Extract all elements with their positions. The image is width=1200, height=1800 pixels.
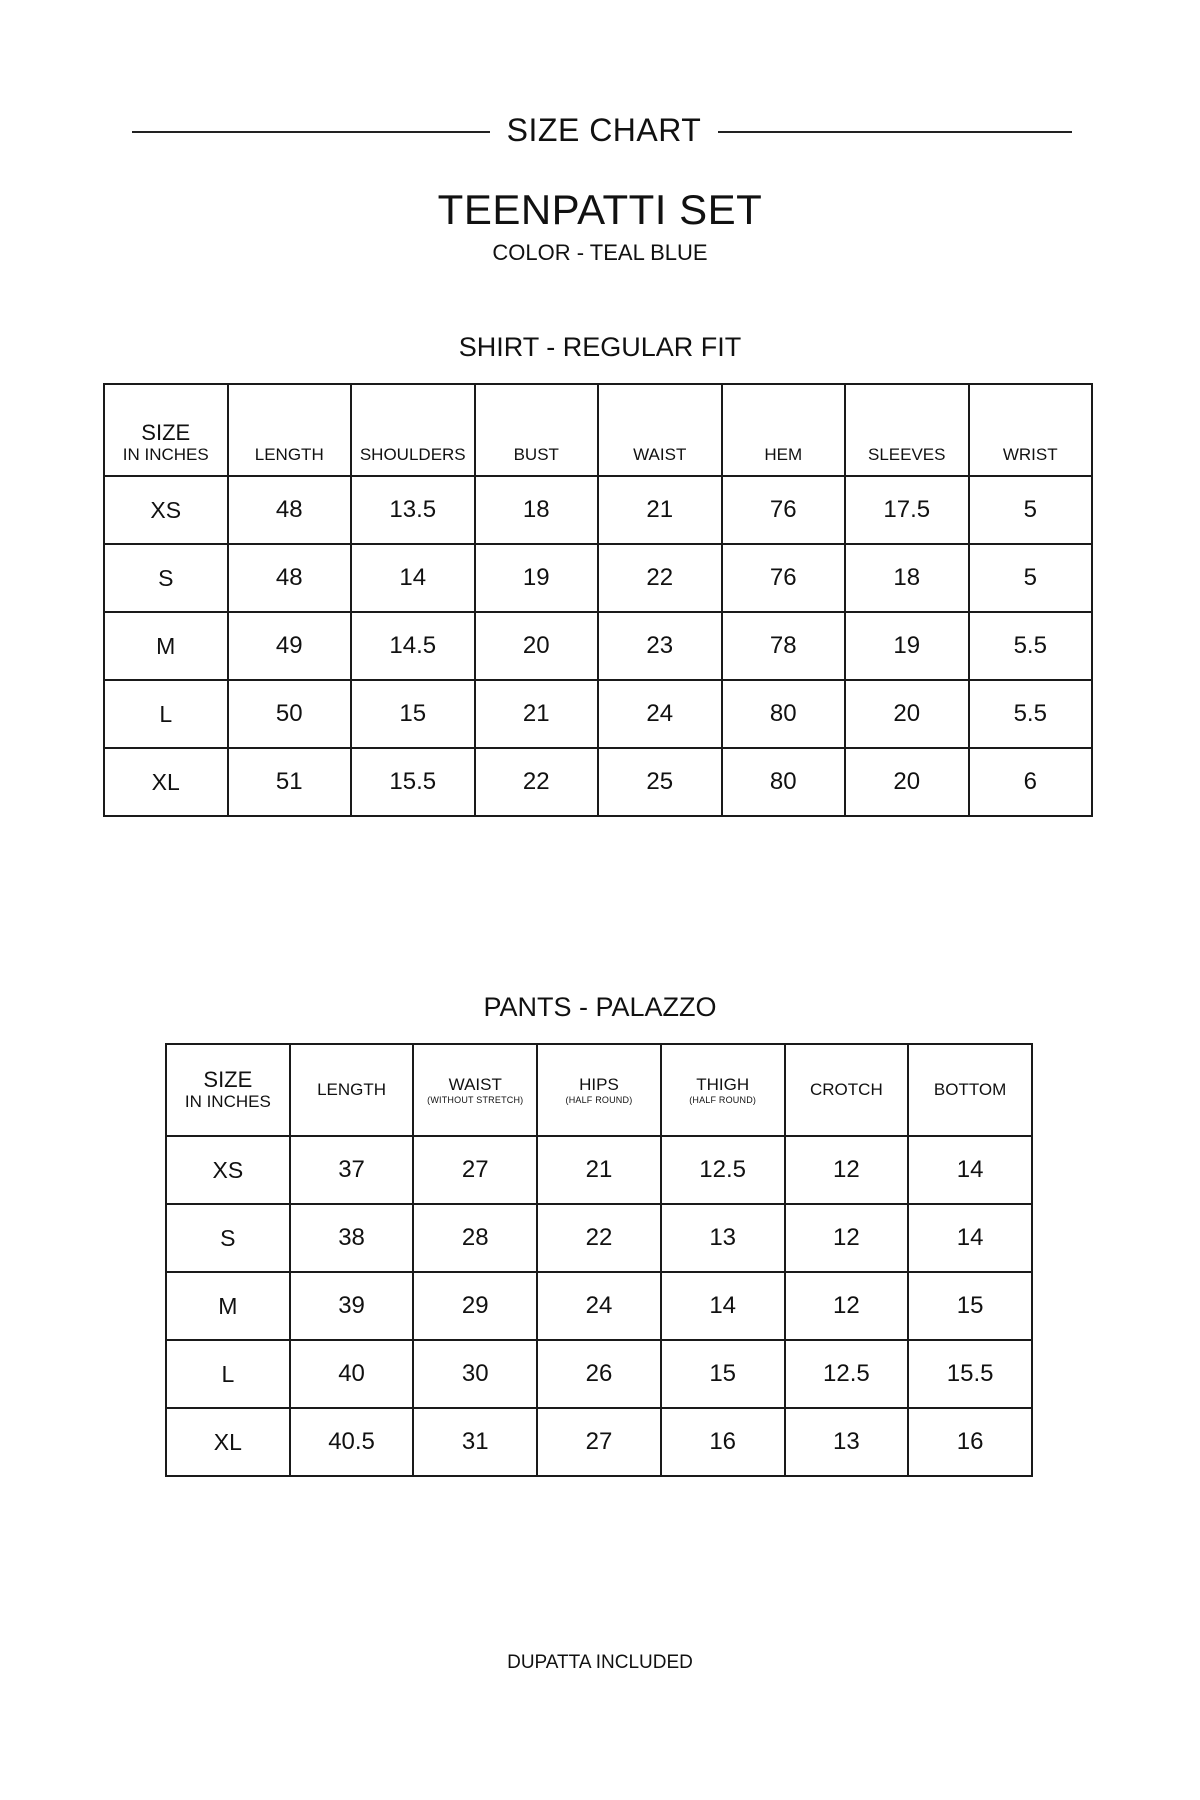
table-cell: 14.5 [351,612,475,680]
table-cell: 14 [661,1272,785,1340]
table-row [166,1272,1032,1340]
table-cell: 40 [290,1340,414,1408]
table-cell: 22 [537,1204,661,1272]
table-cell: 76 [722,476,846,544]
size-label: M [166,1272,290,1340]
table-cell: 12.5 [661,1136,785,1204]
table-row [104,680,1092,748]
pants-section-title: PANTS - PALAZZO [483,992,717,1022]
size-label: M [104,612,228,680]
column-note: (HALF ROUND) [689,1095,757,1105]
table-cell: 12 [785,1204,909,1272]
table-cell: 20 [845,680,969,748]
table-cell: 40.5 [290,1408,414,1476]
table-cell: 24 [537,1272,661,1340]
table-cell: 12 [785,1272,909,1340]
shirt-column-header: LENGTH [228,384,352,476]
table-cell: 27 [537,1408,661,1476]
pants-column-header: BOTTOM [908,1044,1032,1136]
table-cell: 78 [722,612,846,680]
chart-title: SIZE CHART [506,112,702,148]
table-cell: 14 [351,544,475,612]
table-cell: 76 [722,544,846,612]
table-cell: 17.5 [845,476,969,544]
table-cell: 51 [228,748,352,816]
shirt-size-table [103,383,1093,817]
table-cell: 39 [290,1272,414,1340]
pants-size-header [166,1044,290,1136]
table-row [104,544,1092,612]
table-cell: 49 [228,612,352,680]
table-cell: 13 [661,1204,785,1272]
product-color: COLOR - TEAL BLUE [492,240,708,265]
table-cell: 12 [785,1136,909,1204]
shirt-column-header: BUST [475,384,599,476]
table-cell: 31 [413,1408,537,1476]
size-header-unit: IN INCHES [122,445,209,464]
footer-note: DUPATTA INCLUDED [507,1652,693,1673]
table-cell: 13 [785,1408,909,1476]
table-cell: 5.5 [969,680,1093,748]
shirt-section-title: SHIRT - REGULAR FIT [458,332,742,362]
pants-column-header: CROTCH [785,1044,909,1136]
table-cell: 20 [475,612,599,680]
table-cell: 29 [413,1272,537,1340]
pants-column-header: THIGH (HALF ROUND) [661,1044,785,1136]
table-cell: 14 [908,1136,1032,1204]
table-row [104,748,1092,816]
size-label: XL [166,1408,290,1476]
table-cell: 19 [475,544,599,612]
table-cell: 22 [598,544,722,612]
size-label: S [166,1204,290,1272]
pants-column-header: WAIST (WITHOUT STRETCH) [413,1044,537,1136]
table-cell: 5 [969,544,1093,612]
size-header-label: SIZE [141,420,191,445]
table-cell: 26 [537,1340,661,1408]
table-row [104,476,1092,544]
header-rule-left [132,131,490,133]
table-cell: 38 [290,1204,414,1272]
table-cell: 21 [475,680,599,748]
shirt-size-header [104,384,228,476]
table-cell: 48 [228,476,352,544]
table-cell: 15 [661,1340,785,1408]
pants-header-row [166,1044,1032,1136]
size-label: XS [166,1136,290,1204]
table-cell: 15 [908,1272,1032,1340]
table-row [166,1340,1032,1408]
table-cell: 15 [351,680,475,748]
table-cell: 37 [290,1136,414,1204]
table-cell: 24 [598,680,722,748]
table-cell: 13.5 [351,476,475,544]
size-header-label: SIZE [203,1067,253,1092]
table-cell: 14 [908,1204,1032,1272]
table-cell: 80 [722,680,846,748]
shirt-column-header: WAIST [598,384,722,476]
header-rule-right [718,131,1072,133]
table-cell: 16 [908,1408,1032,1476]
table-cell: 22 [475,748,599,816]
table-cell: 16 [661,1408,785,1476]
pants-size-table [165,1043,1033,1477]
shirt-column-header: HEM [722,384,846,476]
table-cell: 5 [969,476,1093,544]
table-cell: 6 [969,748,1093,816]
size-label: XS [104,476,228,544]
table-cell: 12.5 [785,1340,909,1408]
table-row [166,1204,1032,1272]
table-cell: 50 [228,680,352,748]
table-cell: 20 [845,748,969,816]
shirt-column-header: WRIST [969,384,1093,476]
size-label: S [104,544,228,612]
pants-column-header: LENGTH [290,1044,414,1136]
table-row [166,1136,1032,1204]
table-row [166,1408,1032,1476]
table-cell: 48 [228,544,352,612]
column-note: (HALF ROUND) [565,1095,633,1105]
shirt-column-header: SHOULDERS [351,384,475,476]
product-name: TEENPATTI SET [437,186,763,233]
table-row [104,612,1092,680]
column-note: (WITHOUT STRETCH) [427,1095,524,1105]
size-header-unit: IN INCHES [184,1092,271,1111]
table-cell: 18 [475,476,599,544]
pants-column-header: HIPS (HALF ROUND) [537,1044,661,1136]
table-cell: 30 [413,1340,537,1408]
table-cell: 15.5 [908,1340,1032,1408]
table-cell: 15.5 [351,748,475,816]
shirt-header-row [104,384,1092,476]
table-cell: 19 [845,612,969,680]
table-cell: 28 [413,1204,537,1272]
size-label: L [104,680,228,748]
shirt-column-header: SLEEVES [845,384,969,476]
table-cell: 23 [598,612,722,680]
size-label: L [166,1340,290,1408]
table-cell: 25 [598,748,722,816]
size-label: XL [104,748,228,816]
table-cell: 21 [537,1136,661,1204]
table-cell: 21 [598,476,722,544]
table-cell: 18 [845,544,969,612]
table-cell: 27 [413,1136,537,1204]
table-cell: 5.5 [969,612,1093,680]
table-cell: 80 [722,748,846,816]
size-chart-header [0,112,1200,152]
